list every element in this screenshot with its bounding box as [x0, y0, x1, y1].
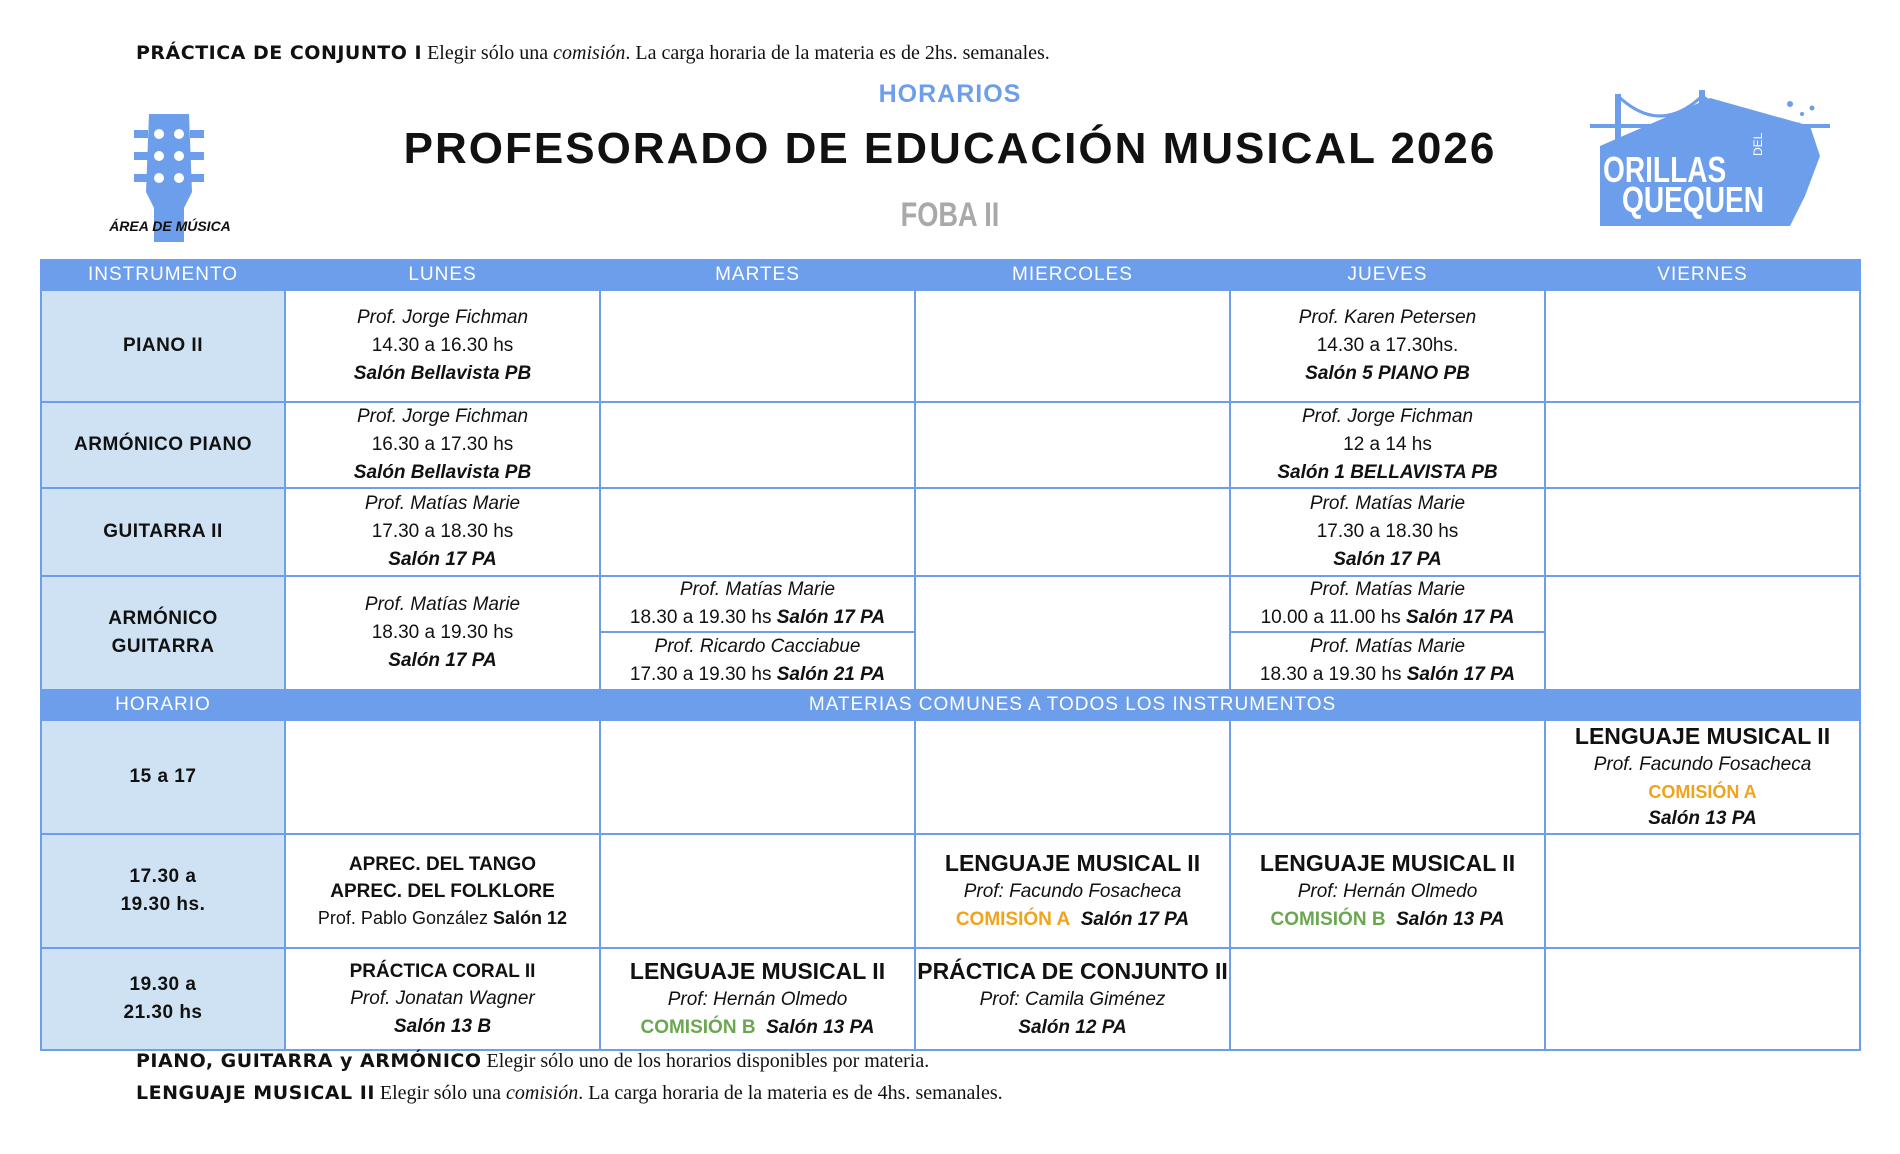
top-note-bold: PRÁCTICA DE CONJUNTO I — [136, 42, 423, 64]
page-title: PROFESORADO DE EDUCACIÓN MUSICAL 2026 — [403, 124, 1497, 173]
prof: Prof. Matías Marie — [1309, 493, 1466, 514]
cell-piano-viernes — [1545, 290, 1860, 402]
room: Salón Bellavista PB — [353, 462, 532, 483]
cell-r1-jueves — [1230, 720, 1545, 834]
top-note — [136, 42, 1050, 65]
row-head-guitarra: GUITARRA II — [41, 488, 285, 576]
common-header-row — [41, 690, 1860, 720]
subject: PRÁCTICA DE CONJUNTO II — [917, 958, 1228, 984]
room: Salón 13 PA — [1648, 808, 1757, 829]
cell-r2-jueves — [1230, 834, 1545, 948]
room: Salón 17 PA — [388, 650, 497, 671]
prof: Prof. Matías Marie — [1309, 636, 1466, 657]
top-note-text-a: Elegir sólo una — [422, 42, 554, 64]
slot-jueves-1 — [1231, 577, 1544, 633]
row-head-piano: PIANO II — [41, 290, 285, 402]
prof: Prof. Jorge Fichman — [356, 406, 529, 427]
room: Salón 17 PA — [776, 607, 886, 628]
prof: Prof. Jorge Fichman — [1301, 406, 1474, 427]
time: 17.30 a 18.30 hs — [1316, 521, 1459, 542]
cell-r2-viernes — [1545, 834, 1860, 948]
col-header-jueves: JUEVES — [1230, 260, 1545, 290]
top-note-text-b: . La carga horaria de la materia es de 2hs. semanales. — [625, 42, 1050, 64]
table-row — [41, 834, 1860, 948]
cell-guitarra-viernes — [1545, 488, 1860, 576]
common-header-materias: MATERIAS COMUNES A TODOS LOS INSTRUMENTOS — [285, 690, 1860, 720]
cell-piano-lunes — [285, 290, 600, 402]
table-row — [41, 948, 1860, 1050]
time-line2: 21.30 hs — [123, 1002, 203, 1023]
table-row — [41, 576, 1860, 690]
table-row — [41, 402, 1860, 488]
row-head-line2: GUITARRA — [111, 636, 215, 657]
prof: Prof: Facundo Fosacheca — [963, 881, 1182, 902]
cell-arm-piano-martes — [600, 402, 915, 488]
logo-right-line1: ORILLAS — [1603, 149, 1727, 190]
cell-r1-lunes — [285, 720, 600, 834]
cell-arm-guitarra-lunes — [285, 576, 600, 690]
col-header-instrumento: INSTRUMENTO — [41, 260, 285, 290]
room: Salón 13 PA — [1396, 909, 1505, 930]
bottom-note-lenguaje — [136, 1082, 1003, 1105]
cell-piano-jueves — [1230, 290, 1545, 402]
table-header-row — [41, 260, 1860, 290]
bottom-note-2-bold: LENGUAJE MUSICAL II — [136, 1082, 375, 1104]
prof: Prof. Matías Marie — [364, 594, 521, 615]
comision-badge: COMISIÓN B — [1270, 909, 1386, 930]
page-subtitle: FOBA II — [900, 196, 1000, 234]
cell-r2-lunes — [285, 834, 600, 948]
cell-r3-jueves — [1230, 948, 1545, 1050]
time: 18.30 a 19.30 hs — [371, 622, 514, 643]
subject: PRÁCTICA CORAL II — [349, 960, 536, 982]
table-row — [41, 290, 1860, 402]
time-line2: 19.30 hs. — [120, 894, 206, 915]
logo-right-small: DEL — [1751, 132, 1765, 156]
cell-arm-piano-jueves — [1230, 402, 1545, 488]
col-header-miercoles: MIERCOLES — [915, 260, 1230, 290]
room: Salón 13 B — [393, 1015, 492, 1037]
common-header-horario: HORARIO — [41, 690, 285, 720]
prof: Prof. Karen Petersen — [1298, 307, 1477, 328]
time: 18.30 a 19.30 hs — [629, 607, 777, 628]
prof: Prof. Facundo Fosacheca — [1593, 754, 1812, 775]
room: Salón 13 PA — [766, 1017, 875, 1038]
subject: LENGUAJE MUSICAL II — [629, 958, 886, 984]
comision-badge: COMISIÓN A — [1648, 782, 1757, 802]
cell-r3-martes — [600, 948, 915, 1050]
cell-arm-piano-lunes — [285, 402, 600, 488]
cell-arm-guitarra-viernes — [1545, 576, 1860, 690]
prof: Prof. Jorge Fichman — [356, 307, 529, 328]
time: 14.30 a 17.30hs. — [1316, 335, 1459, 356]
cell-piano-martes — [600, 290, 915, 402]
cell-guitarra-miercoles — [915, 488, 1230, 576]
subject: LENGUAJE MUSICAL II — [1259, 850, 1516, 876]
time-line1: 19.30 a — [129, 974, 197, 995]
prof: Prof: Hernán Olmedo — [1297, 881, 1478, 902]
room: Salón 12 — [493, 908, 568, 928]
row-head-armonico-guitarra — [41, 576, 285, 690]
cell-r2-miercoles — [915, 834, 1230, 948]
time: 10.00 a 11.00 hs — [1260, 607, 1407, 628]
cell-guitarra-jueves — [1230, 488, 1545, 576]
col-header-viernes: VIERNES — [1545, 260, 1860, 290]
room: Salón 17 PA — [1406, 664, 1516, 685]
slot-jueves-2 — [1231, 633, 1544, 689]
slot-martes-2 — [601, 633, 914, 689]
cell-r3-lunes — [285, 948, 600, 1050]
room: Salón 21 PA — [776, 664, 886, 685]
room: Salón 17 PA — [1080, 909, 1190, 930]
room: Salón Bellavista PB — [353, 363, 532, 384]
bottom-note-2-text-b: . La carga horaria de la materia es de 4hs. semanales. — [578, 1082, 1003, 1104]
cell-arm-guitarra-miercoles — [915, 576, 1230, 690]
room: Salón 17 PA — [388, 549, 497, 570]
bottom-note-1-text: Elegir sólo uno de los horarios disponibles por materia. — [481, 1050, 930, 1072]
cell-r3-miercoles — [915, 948, 1230, 1050]
comision-badge: COMISIÓN B — [640, 1017, 756, 1038]
cell-r1-viernes — [1545, 720, 1860, 834]
subject: LENGUAJE MUSICAL II — [944, 850, 1201, 876]
prof: Prof: Hernán Olmedo — [667, 989, 848, 1010]
prof: Prof. Matías Marie — [1309, 579, 1466, 600]
row-head-15-17: 15 a 17 — [41, 720, 285, 834]
page-kicker: HORARIOS — [878, 80, 1022, 108]
time-line1: 17.30 a — [129, 866, 197, 887]
cell-guitarra-martes — [600, 488, 915, 576]
slot-martes-1 — [601, 577, 914, 633]
room: Salón 17 PA — [1406, 607, 1515, 628]
cell-r3-viernes — [1545, 948, 1860, 1050]
cell-arm-piano-miercoles — [915, 402, 1230, 488]
subject: APREC. DEL FOLKLORE — [330, 881, 555, 902]
row-head-1730-1930 — [41, 834, 285, 948]
prof: Prof. Pablo González — [317, 908, 494, 928]
cell-r1-martes — [600, 720, 915, 834]
prof: Prof. Matías Marie — [679, 579, 836, 600]
subject: APREC. DEL TANGO — [348, 854, 537, 875]
cell-piano-miercoles — [915, 290, 1230, 402]
time: 12 a 14 hs — [1343, 434, 1432, 455]
cell-r2-martes — [600, 834, 915, 948]
prof: Prof: Camila Giménez — [979, 989, 1166, 1010]
schedule-table — [40, 259, 1861, 1051]
cell-arm-piano-viernes — [1545, 402, 1860, 488]
bottom-note-1-bold: PIANO, GUITARRA y ARMÓNICO — [136, 1050, 482, 1072]
table-row — [41, 488, 1860, 576]
bottom-note-2-italic: comisión — [506, 1082, 579, 1104]
row-head-armonico-piano: ARMÓNICO PIANO — [41, 402, 285, 488]
bottom-note-instruments — [136, 1050, 929, 1073]
cell-arm-guitarra-martes — [600, 576, 915, 690]
col-header-martes: MARTES — [600, 260, 915, 290]
row-head-line1: ARMÓNICO — [108, 608, 218, 629]
time: 16.30 a 17.30 hs — [371, 434, 514, 455]
room: Salón 12 PA — [1018, 1017, 1127, 1038]
room: Salón 5 PIANO PB — [1305, 363, 1470, 384]
logo-right-line2: QUEQUEN — [1622, 179, 1764, 220]
top-note-italic: comisión — [553, 42, 626, 64]
time: 14.30 a 16.30 hs — [371, 335, 514, 356]
cell-arm-guitarra-jueves — [1230, 576, 1545, 690]
comision-badge: COMISIÓN A — [955, 909, 1071, 930]
cell-r1-miercoles — [915, 720, 1230, 834]
prof: Prof. Ricardo Cacciabue — [654, 636, 861, 657]
time: 17.30 a 19.30 hs — [629, 664, 777, 685]
col-header-lunes: LUNES — [285, 260, 600, 290]
prof: Prof. Matías Marie — [364, 493, 521, 514]
cell-guitarra-lunes — [285, 488, 600, 576]
room: Salón 17 PA — [1333, 549, 1442, 570]
room: Salón 1 BELLAVISTA PB — [1277, 462, 1498, 483]
subject: LENGUAJE MUSICAL II — [1574, 723, 1831, 749]
row-head-1930-2130 — [41, 948, 285, 1050]
bottom-note-2-text-a: Elegir sólo una — [374, 1082, 506, 1104]
time: 18.30 a 19.30 hs — [1259, 664, 1407, 685]
logo-left-caption: ÁREA DE MÚSICA — [109, 218, 231, 234]
prof: Prof. Jonatan Wagner — [350, 987, 535, 1009]
time: 17.30 a 18.30 hs — [371, 521, 514, 542]
table-row — [41, 720, 1860, 834]
